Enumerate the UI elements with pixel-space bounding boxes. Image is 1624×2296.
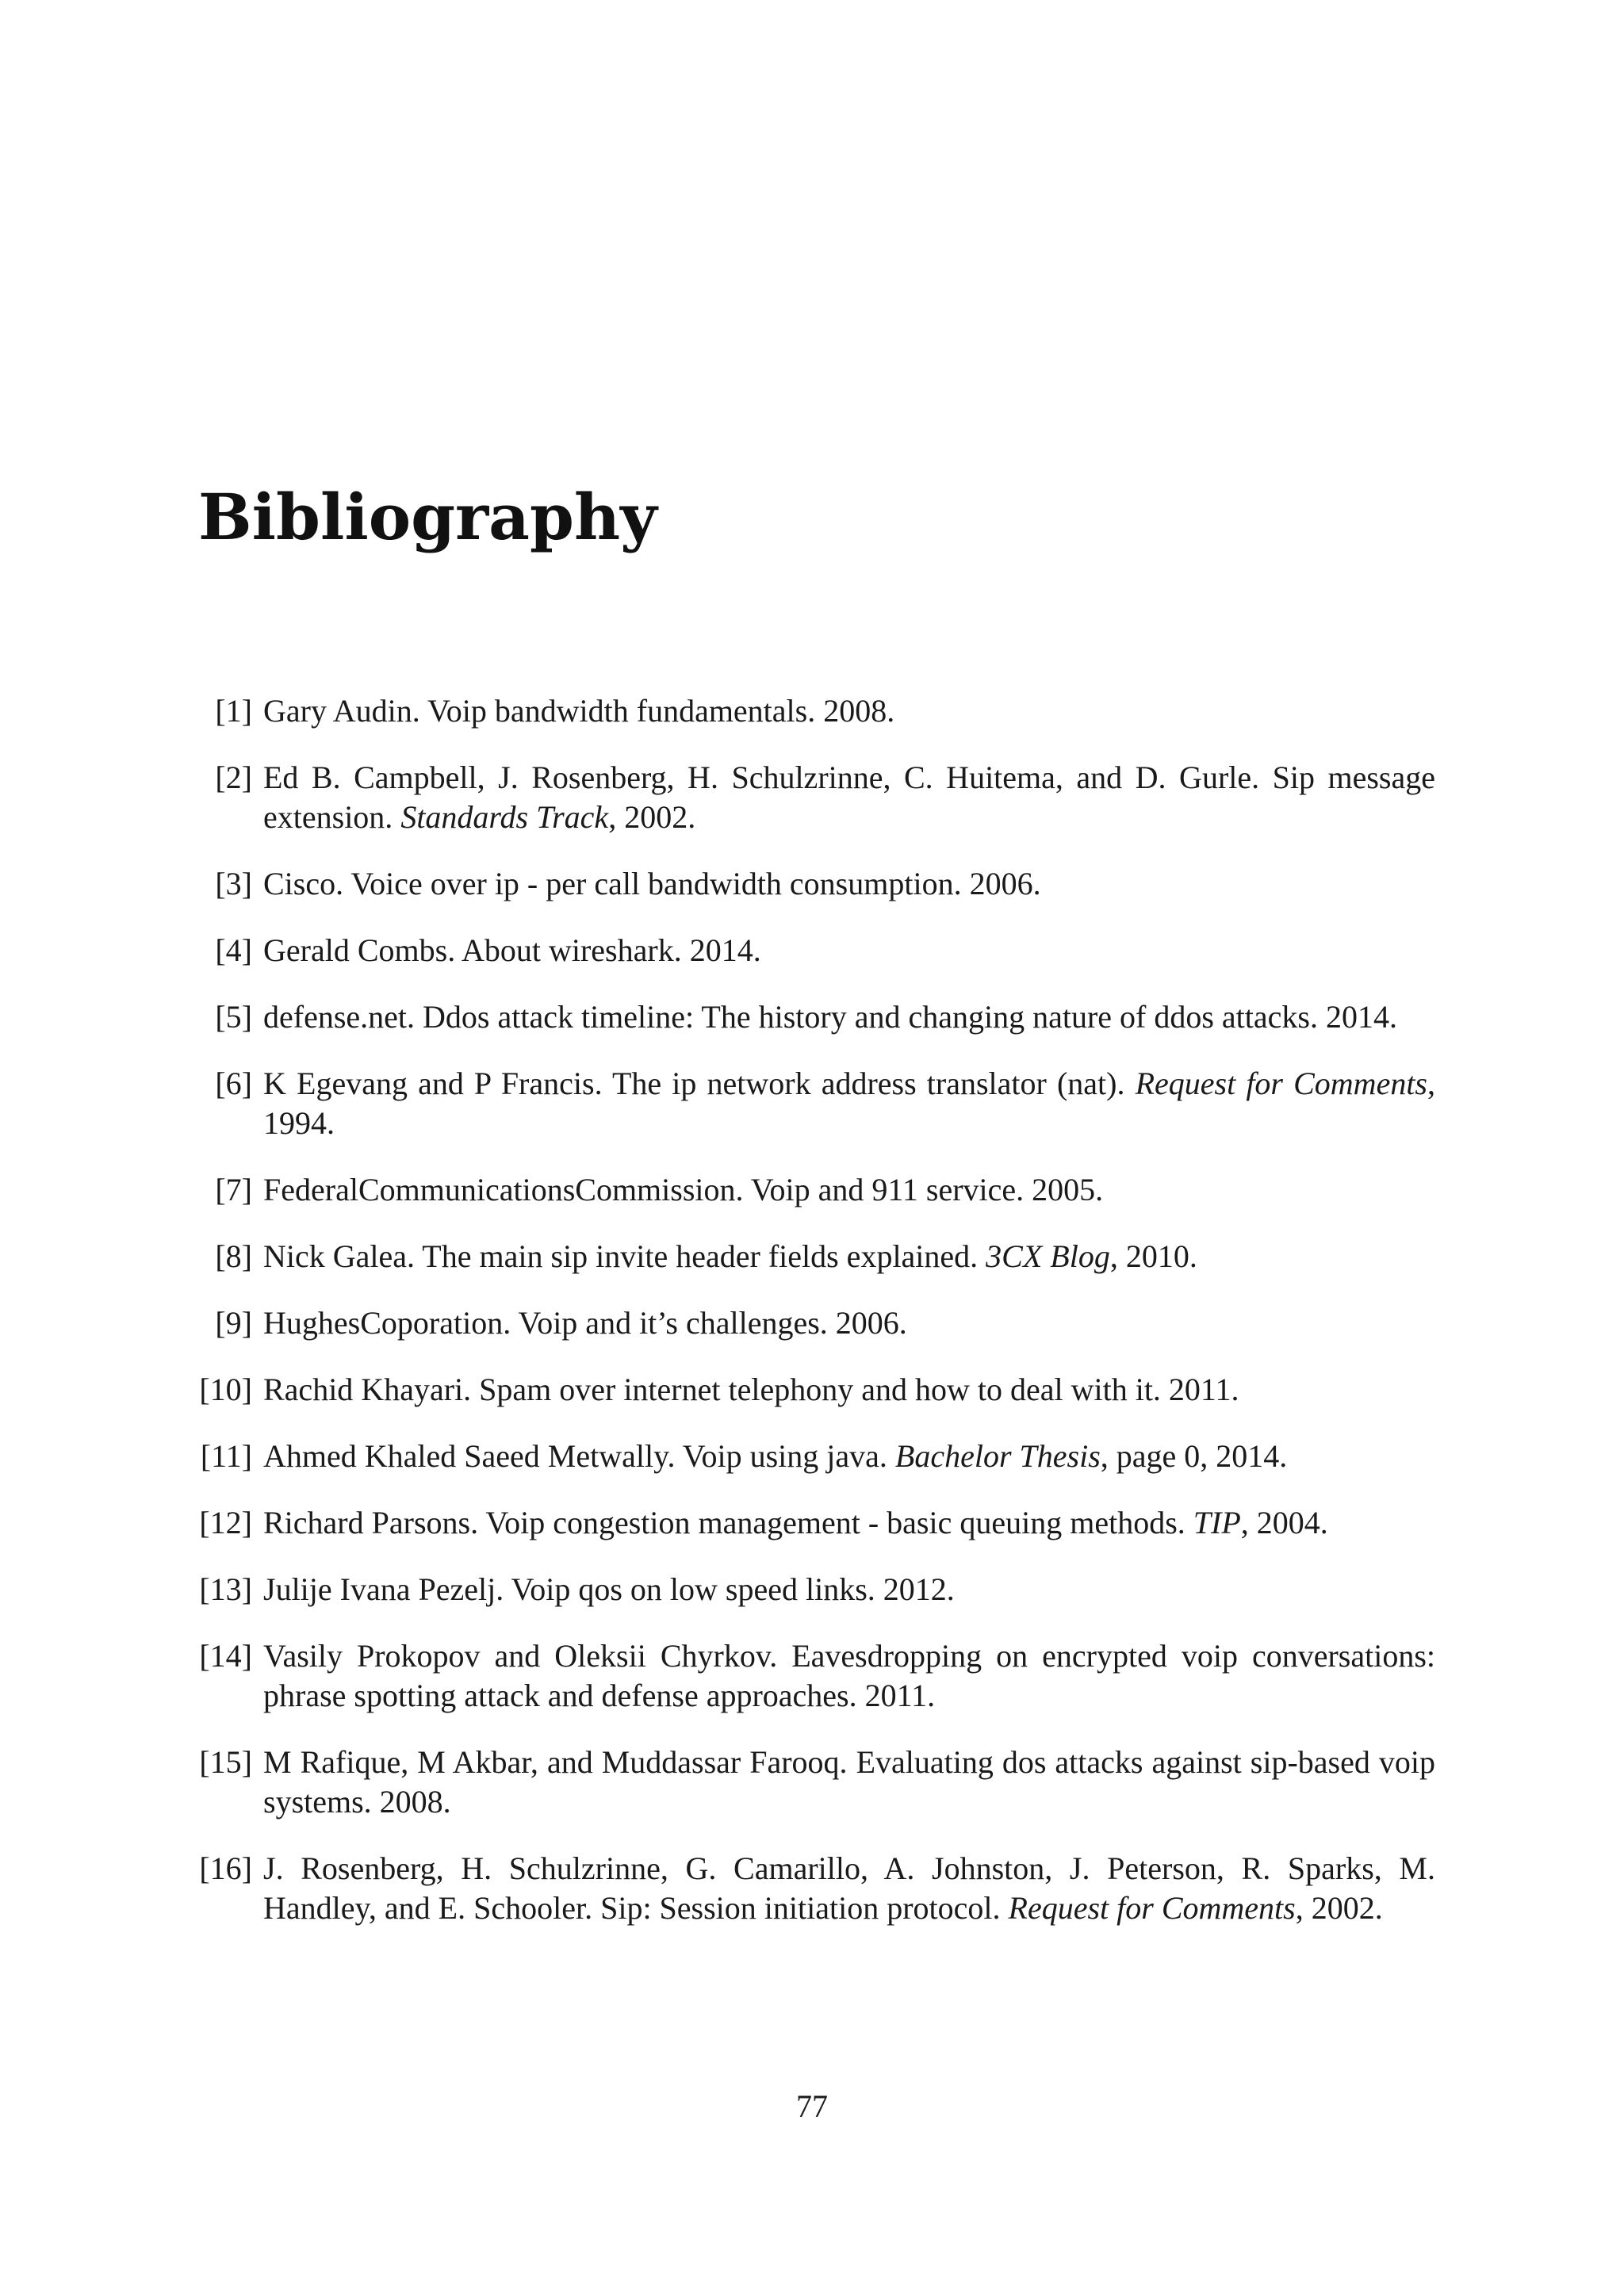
bib-entry-text	[263, 1238, 1197, 1274]
bib-entry-text	[263, 693, 894, 729]
bib-entry-segment: Richard Parsons. Voip congestion management - basic queuing methods.	[263, 1505, 1193, 1540]
bib-entry-number: [13]	[199, 1571, 252, 1607]
bib-entry-text	[263, 866, 1041, 901]
bib-entry-text	[263, 1505, 1328, 1540]
bib-entry-text	[263, 1638, 1435, 1713]
bib-entry-segment: Ed B. Campbell, J. Rosenberg, H. Schulzrinne, C. Huitema, and D. Gurle. Sip message extension.	[263, 760, 1435, 835]
bib-entry-number: [3]	[215, 866, 252, 901]
bib-entry-text	[263, 1066, 1435, 1141]
bib-entry-segment: Cisco. Voice over ip - per call bandwidth consumption. 2006.	[263, 866, 1041, 901]
bib-entry-text	[263, 760, 1435, 835]
bib-entry-segment: Julije Ivana Pezelj. Voip qos on low speed links. 2012.	[263, 1571, 955, 1607]
bib-entry-number: [14]	[199, 1638, 252, 1674]
bib-entry-segment: , 2002.	[608, 799, 696, 835]
chapter-title: Bibliography	[198, 480, 657, 554]
bib-entry-number: [9]	[215, 1305, 252, 1341]
bib-entry-segment: K Egevang and P Francis. The ip network address translator (nat).	[263, 1066, 1136, 1101]
bib-entry-segment: defense.net. Ddos attack timeline: The history and changing nature of ddos attacks. 2014.	[263, 999, 1397, 1035]
bib-entry-segment: M Rafique, M Akbar, and Muddassar Farooq. Evaluating dos attacks against sip-based voip systems. 2008.	[263, 1744, 1435, 1820]
bib-entry-segment: Gary Audin. Voip bandwidth fundamentals. 2008.	[263, 693, 895, 729]
bib-entry-segment: Rachid Khayari. Spam over internet telephony and how to deal with it. 2011.	[263, 1372, 1239, 1407]
page-number: 77	[796, 2088, 828, 2124]
bib-entry-number: [10]	[199, 1372, 252, 1407]
bib-entry-number: [6]	[215, 1066, 252, 1101]
bib-entry-segment: , 2002.	[1295, 1890, 1383, 1926]
bib-entry	[198, 1064, 1435, 1143]
bib-entry-venue: 3CX Blog	[986, 1238, 1110, 1274]
bib-entry	[198, 1437, 1435, 1476]
bib-entry	[198, 691, 1435, 731]
bib-entry-number: [8]	[215, 1238, 252, 1274]
bib-entry-venue: TIP	[1193, 1505, 1241, 1540]
bib-entry-segment: , 1994.	[263, 1066, 1436, 1141]
bib-entry-text	[263, 932, 761, 968]
bib-entry	[198, 1570, 1435, 1609]
bib-entry-segment: FederalCommunicationsCommission. Voip and 911 service. 2005.	[263, 1172, 1104, 1207]
bib-entry-number: [2]	[215, 760, 252, 795]
bib-entry-segment: , page 0, 2014.	[1100, 1438, 1288, 1474]
bib-entry-segment: , 2010.	[1109, 1238, 1197, 1274]
bib-entry-number: [7]	[215, 1172, 252, 1207]
bib-entry-text	[263, 1744, 1435, 1820]
bib-entry-text	[263, 1850, 1435, 1926]
bib-entry-number: [5]	[215, 999, 252, 1035]
bib-entry	[198, 1170, 1435, 1210]
bib-entry-number: [16]	[199, 1850, 252, 1886]
bib-entry-segment: J. Rosenberg, H. Schulzrinne, G. Camarillo, A. Johnston, J. Peterson, R. Sparks, M. Handley, and E. Schooler. Sip: Session initiation protocol.	[263, 1850, 1435, 1926]
bib-entry-number: [12]	[199, 1505, 252, 1540]
bib-entry	[198, 864, 1435, 904]
bibliography-list	[198, 691, 1435, 1955]
bib-entry-venue: Request for Comments	[1008, 1890, 1296, 1926]
bib-entry-segment: Vasily Prokopov and Oleksii Chyrkov. Eavesdropping on encrypted voip conversations: phrase spotting attack and defense approaches. 2011.	[263, 1638, 1435, 1713]
bib-entry-number: [1]	[215, 693, 252, 729]
bib-entry-segment: HughesCoporation. Voip and it’s challenges. 2006.	[263, 1305, 907, 1341]
bib-entry-text	[263, 1571, 955, 1607]
bib-entry-segment: , 2004.	[1240, 1505, 1328, 1540]
bib-entry-segment: Nick Galea. The main sip invite header fields explained.	[263, 1238, 986, 1274]
bib-entry	[198, 1849, 1435, 1928]
bib-entry-text	[263, 999, 1397, 1035]
bib-entry-number: [15]	[199, 1744, 252, 1780]
bib-entry-number: [11]	[200, 1438, 252, 1474]
bib-entry-venue: Bachelor Thesis	[894, 1438, 1101, 1474]
bib-entry	[198, 1636, 1435, 1716]
bib-entry-number: [4]	[215, 932, 252, 968]
bib-entry-text	[263, 1438, 1287, 1474]
bib-entry-text	[263, 1305, 907, 1341]
bib-entry-segment: Gerald Combs. About wireshark. 2014.	[263, 932, 761, 968]
bib-entry-text	[263, 1372, 1239, 1407]
bib-entry	[198, 1303, 1435, 1343]
bib-entry-venue: Standards Track	[400, 799, 609, 835]
bib-entry	[198, 1503, 1435, 1543]
bib-entry	[198, 1370, 1435, 1410]
bib-entry	[198, 997, 1435, 1037]
bib-entry-text	[263, 1172, 1103, 1207]
bib-entry	[198, 931, 1435, 970]
bib-entry-segment: Ahmed Khaled Saeed Metwally. Voip using java.	[263, 1438, 895, 1474]
bib-entry	[198, 1237, 1435, 1276]
bib-entry	[198, 758, 1435, 837]
bib-entry	[198, 1743, 1435, 1822]
bib-entry-venue: Request for Comments	[1135, 1066, 1428, 1101]
